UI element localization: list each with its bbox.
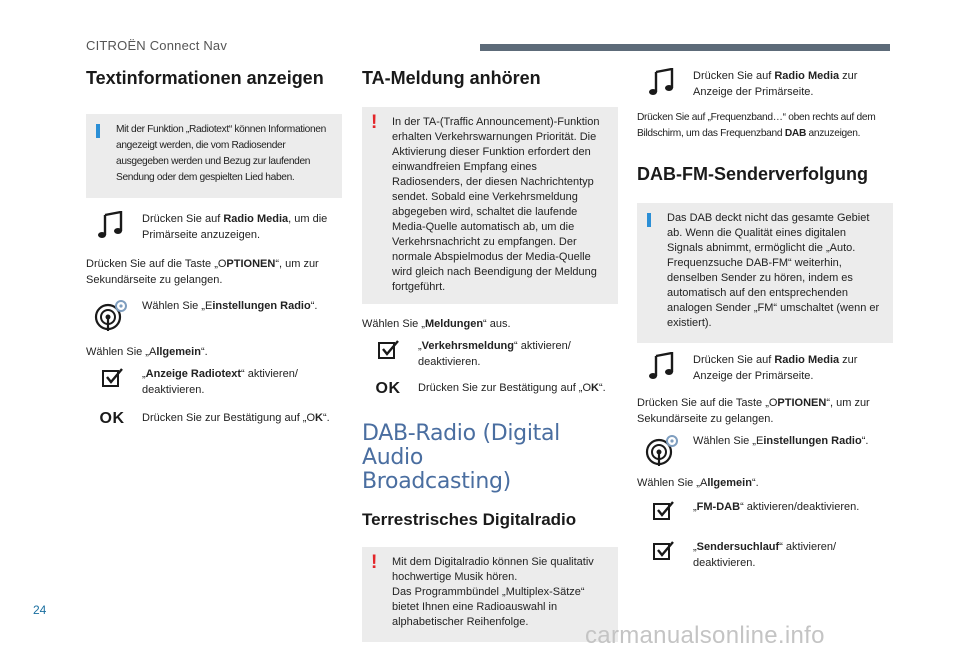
- step-sendersuchlauf: [637, 539, 893, 571]
- step-verkehrsmeldung: [362, 338, 618, 370]
- step-text: Drücken Sie auf Radio Media zur Anzeige der Primärseite.: [693, 70, 858, 98]
- step-radio-media: [86, 211, 342, 243]
- para-allgemein: Wählen Sie „Allgemein“.: [637, 476, 759, 489]
- warning-text: Das Programmbündel „Multiplex-Sätze“ bietet Ihnen eine Radioauswahl in alphabetischer Reihenfolge.: [392, 585, 585, 628]
- radio-settings-icon: [637, 433, 689, 467]
- step-text: Drücken Sie auf Radio Media, um die Primärseite anzuzeigen.: [142, 212, 328, 241]
- radio-settings-icon: [86, 298, 138, 332]
- para-allgemein: Wählen Sie „Allgemein“.: [86, 345, 208, 358]
- step-ok: [86, 410, 342, 428]
- step-fm-dab: [637, 499, 893, 521]
- step-text: Drücken Sie zur Bestätigung auf „OK“.: [418, 381, 606, 394]
- step-anzeige-radiotext: [86, 366, 342, 398]
- watermark: carmanualsonline.info: [585, 622, 825, 649]
- page-number: 24: [33, 603, 47, 617]
- para-optionen: Drücken Sie auf die Taste „OPTIONEN“, um zur Sekundärseite zu gelangen.: [637, 396, 870, 425]
- step-text: „Verkehrsmeldung“ aktivieren/ deaktivieren.: [418, 339, 571, 368]
- checkbox-icon: [362, 338, 414, 360]
- warning-box-digitalradio: [362, 547, 618, 642]
- dab-radio-title: [362, 422, 618, 495]
- step-text: Wählen Sie „Einstellungen Radio“.: [693, 434, 869, 447]
- step-text: Drücken Sie zur Bestätigung auf „OK“.: [142, 411, 330, 424]
- step-radio-media: [637, 352, 893, 384]
- info-text: Mit der Funktion „Radiotext“ können Informationen angezeigt werden, die vom Radiosender ausgegeben werden und Bezug zur laufenden Sendung oder dem gespielten Lied haben.: [116, 123, 326, 183]
- info-box-dab-fm: [637, 203, 893, 343]
- para-frequenzband: Drücken Sie auf „Frequenzband…“ oben rechts auf dem Bildschirm, um das Frequenzband DAB anzuzeigen.: [637, 112, 876, 139]
- heading-dab-fm: DAB-FM-Senderverfolgung: [637, 164, 868, 184]
- checkbox-icon: [86, 366, 138, 388]
- music-note-icon: [637, 68, 689, 96]
- ok-icon: OK: [375, 379, 401, 397]
- warning-icon: !: [371, 111, 378, 133]
- info-icon: [647, 213, 651, 227]
- step-text: Drücken Sie auf Radio Media zur Anzeige der Primärseite.: [693, 353, 858, 382]
- step-einstellungen-radio: [637, 433, 893, 467]
- info-icon: [96, 124, 100, 138]
- info-text: Das DAB deckt nicht das gesamte Gebiet ab. Wenn die Qualität eines digitalen Signals abnimmt, ermöglicht die „Auto. Frequenzsuche DAB-FM“ weiterhin, denselben Sender zu hören, indem es automatisch auf den entsprechenden analogen Sender „FM“ umschaltet (wenn er existiert).: [667, 211, 880, 329]
- music-note-icon: [637, 352, 689, 380]
- step-einstellungen-radio: [86, 298, 342, 332]
- document-header-title: CITROËN Connect Nav: [86, 38, 228, 53]
- dab-title-line1: DAB-Radio (Digital Audio: [362, 420, 560, 470]
- step-text: „FM-DAB“ aktivieren/deaktivieren.: [693, 500, 860, 513]
- step-text: „Sendersuchlauf“ aktivieren/ deaktivieren.: [693, 540, 837, 569]
- column-3: [637, 60, 893, 571]
- checkbox-icon: [637, 539, 689, 561]
- ok-icon: OK: [99, 409, 125, 427]
- header-bar: [480, 44, 890, 51]
- para-optionen: Drücken Sie auf die Taste „OPTIONEN“, um zur Sekundärseite zu gelangen.: [86, 257, 319, 286]
- heading-textinformationen: Textinformationen anzeigen: [86, 68, 324, 88]
- warning-box-ta: [362, 107, 618, 304]
- heading-ta-meldung: TA-Meldung anhören: [362, 68, 541, 88]
- para-meldungen: Wählen Sie „Meldungen“ aus.: [362, 317, 511, 330]
- dab-title-line2: Broadcasting): [362, 468, 511, 494]
- column-2: [362, 60, 618, 642]
- step-text: Wählen Sie „Einstellungen Radio“.: [142, 299, 318, 312]
- music-note-icon: [86, 211, 138, 239]
- warning-text: Mit dem Digitalradio können Sie qualitativ hochwertige Musik hören.: [392, 555, 594, 583]
- step-ok: [362, 380, 618, 398]
- heading-terrestrisches: Terrestrisches Digitalradio: [362, 510, 577, 530]
- warning-text: In der TA-(Traffic Announcement)-Funktion erhalten Verkehrswarnungen Priorität. Die Aktivierung dieser Funktion erfordert den einwandfreien Empfang eines Radiosenders, der diesen Nachrichtentyp sendet. Sobald eine Verkehrsmeldung abgegeben wird, schaltet die laufende Media-Quelle automatisch ab, um die Verkehrsnachricht zu empfangen. Der normale Abspielmodus der Media-Quelle wird gleich nach Beendigung der Meldung fortgeführt.: [392, 115, 600, 293]
- step-radio-media: [637, 68, 893, 100]
- checkbox-icon: [637, 499, 689, 521]
- info-box-radiotext: [86, 114, 342, 198]
- step-text: „Anzeige Radiotext“ aktivieren/ deaktivieren.: [142, 367, 298, 396]
- warning-icon: !: [371, 551, 378, 573]
- column-1: [86, 60, 342, 428]
